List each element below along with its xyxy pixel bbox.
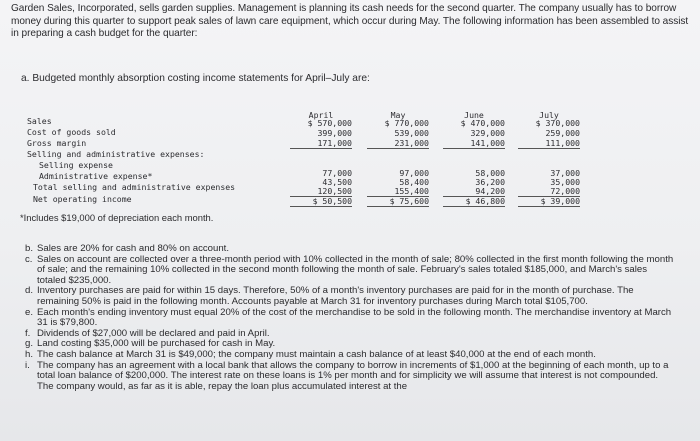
- cell-june-admin: 36,200: [475, 177, 505, 187]
- cell-may-gross: 231,000: [367, 138, 429, 149]
- cell-april-selling: 77,000: [322, 168, 352, 178]
- row-label-sales: Sales: [27, 116, 52, 126]
- cell-june-sales: $ 470,000: [460, 118, 505, 128]
- cell-june-selling: 58,000: [475, 168, 505, 178]
- cell-july-admin: 35,000: [550, 177, 580, 187]
- item-text: Land costing $35,000 will be purchased for cash in May.: [37, 338, 276, 350]
- cell-july-cogs: 259,000: [545, 128, 580, 138]
- cell-april-admin: 43,500: [322, 177, 352, 187]
- cell-july-net: $ 39,000: [518, 196, 580, 207]
- cell-may-header: May: [390, 110, 406, 120]
- part-a-heading: a. Budgeted monthly absorption costing income statements for April–July are:: [21, 73, 370, 84]
- cell-may-selling: 97,000: [399, 168, 429, 178]
- cell-april-total: 120,500: [290, 186, 352, 197]
- cell-may-cogs: 539,000: [394, 128, 429, 138]
- problem-intro: Garden Sales, Incorporated, sells garden supplies. Management is planning its cash needs for the second quarter. The company usually has to borrow money during this quarter to support peak sales of lawn care equipment, which occur during May. The following information has been assembled to assist in preparing a cash budget for the quarter:: [11, 3, 689, 40]
- depreciation-footnote: *Includes $19,000 of depreciation each month.: [20, 212, 214, 223]
- item-marker: c.: [25, 253, 33, 265]
- item-text: The company has an agreement with a local bank that allows the company to borrow in increments of $1,000 at the beginning of each month, up to a total loan balance of $200,000. The interest rate on these loans is 1% per month and for simplicity we will assume that interest is not compounded. The company would, as far as it is able, repay the loan plus accumulated interest at the: [37, 359, 669, 392]
- item-text: Dividends of $27,000 will be declared and paid in April.: [37, 327, 270, 339]
- cell-april-cogs: 399,000: [317, 128, 352, 138]
- cell-july-header: July: [539, 110, 559, 120]
- item-marker: b.: [25, 243, 34, 254]
- row-label-admin: Administrative expense*: [39, 171, 153, 181]
- cell-april-gross: 171,000: [290, 138, 352, 149]
- item-marker: f.: [25, 327, 31, 339]
- item-marker: d.: [25, 285, 34, 297]
- cell-april-header: April: [308, 110, 334, 120]
- cell-june-total: 94,200: [443, 186, 505, 197]
- item-text: The cash balance at March 31 is $49,000; the company must maintain a cash balance of at least $40,000 at the end of each month.: [37, 348, 596, 360]
- cell-april-net: $ 50,500: [290, 196, 352, 207]
- cell-july-sales: $ 370,000: [535, 118, 580, 128]
- assumption-list: [25, 244, 675, 392]
- cell-june-cogs: 329,000: [470, 128, 505, 138]
- assumption-item: [25, 286, 675, 307]
- row-label-sga: Selling and administrative expenses:: [27, 149, 205, 159]
- income-statement-table: [27, 110, 587, 216]
- item-marker: i.: [25, 359, 30, 371]
- cell-may-admin: 58,400: [399, 177, 429, 187]
- item-text: Each month's ending inventory must equal 20% of the cost of the merchandise to be sold in the following month. The merchandise inventory at March 31 is $79,800.: [37, 306, 672, 329]
- row-label-cogs: Cost of goods sold: [27, 127, 116, 137]
- item-text: Sales on account are collected over a three-month period with 10% collected in the month of sale; 80% collected in the first month following the month of sale; and the remaining 10% collected in the second month following the month of sale. February's sales totaled $185,000, and March's sales totaled $235,000.: [37, 253, 674, 286]
- row-label-net-income: Net operating income: [33, 194, 132, 204]
- cell-june-header: June: [464, 110, 484, 120]
- cell-may-net: $ 75,600: [367, 196, 429, 207]
- item-text: Sales are 20% for cash and 80% on account.: [37, 243, 229, 254]
- assumption-item: [25, 308, 675, 329]
- row-label-total-sga: Total selling and administrative expenses: [33, 182, 236, 192]
- cell-may-total: 155,400: [367, 186, 429, 197]
- cell-april-sales: $ 570,000: [307, 118, 352, 128]
- cell-july-gross: 111,000: [518, 138, 580, 149]
- assumption-item: [25, 255, 675, 287]
- row-label-selling: Selling expense: [39, 160, 113, 170]
- item-marker: g.: [25, 338, 34, 350]
- cell-june-net: $ 46,800: [443, 196, 505, 207]
- item-text: Inventory purchases are paid for within 15 days. Therefore, 50% of a month's inventory purchases are paid for in the month of purchase. The remaining 50% is paid in the following month. Accounts payable at March 31 for inventory purchases during March total $105,700.: [37, 285, 634, 307]
- cell-july-total: 72,000: [518, 186, 580, 197]
- item-marker: e.: [25, 306, 34, 318]
- cell-may-sales: $ 770,000: [384, 118, 429, 128]
- row-label-gross-margin: Gross margin: [27, 138, 87, 148]
- item-marker: h.: [25, 348, 34, 360]
- cell-july-selling: 37,000: [550, 168, 580, 178]
- cell-june-gross: 141,000: [443, 138, 505, 149]
- assumption-item: [25, 361, 675, 393]
